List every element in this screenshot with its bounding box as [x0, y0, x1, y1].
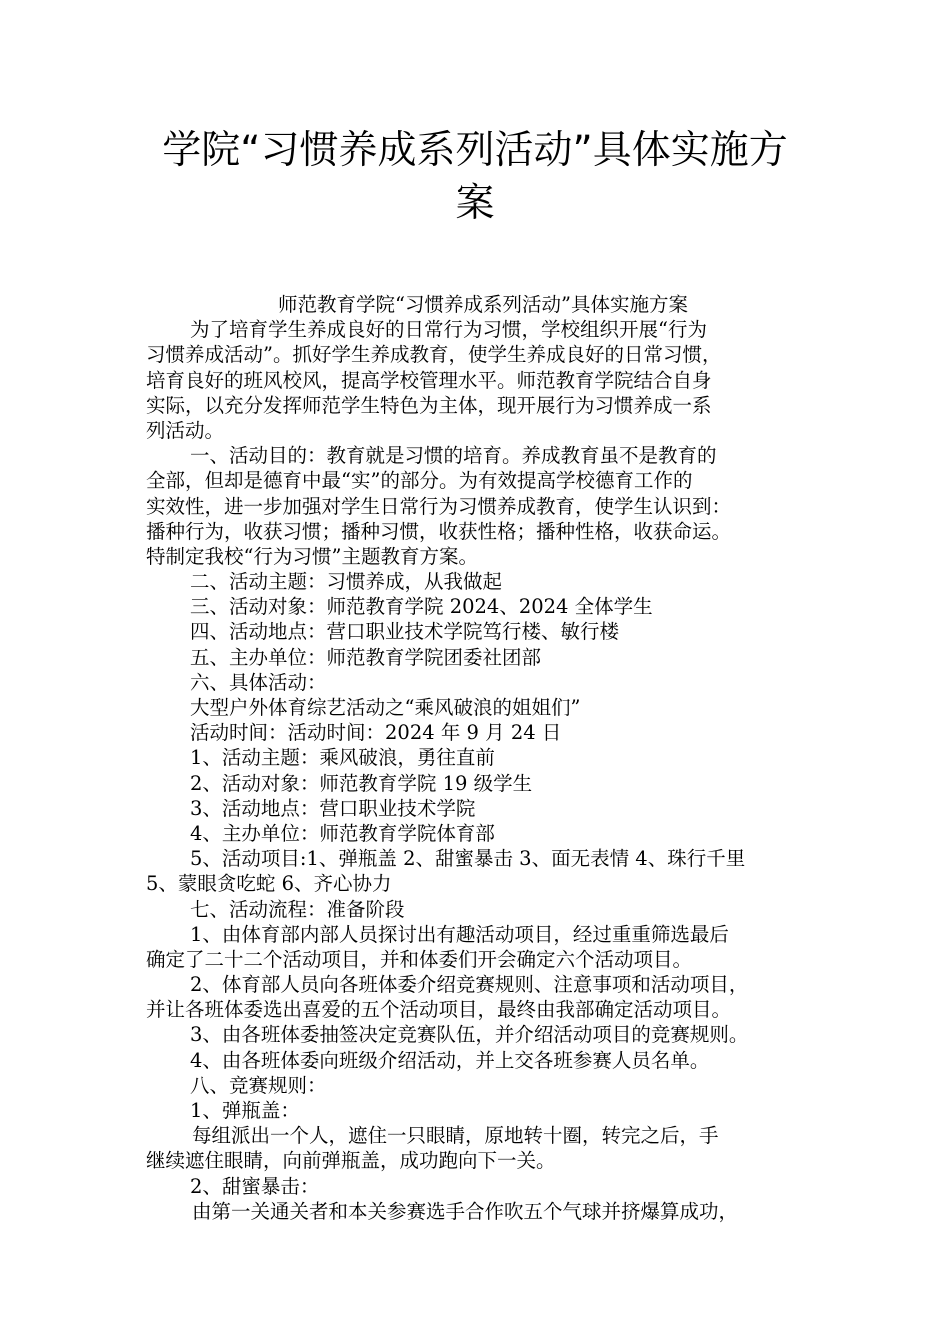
body-line: 六、具体活动：: [190, 670, 327, 694]
body-line: 播种行为，收获习惯；播种习惯，收获性格；播种性格，收获命运。: [146, 519, 732, 543]
body-line: 三、活动对象：师范教育学院 2024、2024 全体学生: [190, 595, 653, 619]
body-line: 由第一关通关者和本关参赛选手合作吹五个气球并挤爆算成功，: [192, 1199, 739, 1223]
body-line: 八、竞赛规则：: [190, 1073, 327, 1097]
body-line: 培育良好的班风校风，提高学校管理水平。师范教育学院结合自身: [146, 368, 712, 392]
body-line: 习惯养成活动”。抓好学生养成教育，使学生养成良好的日常习惯，: [146, 343, 722, 367]
body-line: 3、活动地点：营口职业技术学院: [190, 796, 476, 820]
body-line: 3、由各班体委抽签决定竞赛队伍，并介绍活动项目的竞赛规则。: [190, 1023, 749, 1047]
body-line: 4、主办单位：师范教育学院体育部: [190, 821, 495, 845]
body-line: 1、由体育部内部人员探讨出有趣活动项目，经过重重筛选最后: [190, 922, 729, 946]
body-line: 2、甜蜜暴击：: [190, 1174, 320, 1198]
body-line: 确定了二十二个活动项目，并和体委们开会确定六个活动项目。: [146, 947, 693, 971]
body-line: 列活动。: [146, 418, 225, 442]
body-line: 2、体育部人员向各班体委介绍竞赛规则、注意事项和活动项目，: [190, 973, 749, 997]
body-line: 4、由各班体委向班级介绍活动，并上交各班参赛人员名单。: [190, 1048, 710, 1072]
body-line: 继续遮住眼睛，向前弹瓶盖，成功跑向下一关。: [146, 1149, 556, 1173]
body-line: 为了培育学生养成良好的日常行为习惯，学校组织开展“行为: [190, 318, 707, 342]
body-line: 二、活动主题：习惯养成，从我做起: [190, 570, 503, 594]
body-line: 每组派出一个人，遮住一只眼睛，原地转十圈，转完之后，手: [192, 1124, 719, 1148]
body-line: 2、活动对象：师范教育学院 19 级学生: [190, 771, 533, 795]
body-line: 5、蒙眼贪吃蛇 6、齐心协力: [146, 872, 392, 896]
body-line: 实际，以充分发挥师范学生特色为主体，现开展行为习惯养成一系: [146, 393, 712, 417]
body-line: 大型户外体育综艺活动之“乘风破浪的姐姐们”: [190, 696, 581, 719]
body-line: 活动时间：活动时间：2024 年 9 月 24 日: [190, 721, 562, 745]
body-line: 五、主办单位：师范教育学院团委社团部: [190, 645, 542, 669]
body-line: 特制定我校“行为习惯”主题教育方案。: [146, 544, 478, 568]
document-title-continued: 案: [455, 181, 495, 226]
body-line: 1、弹瓶盖：: [190, 1099, 300, 1122]
body-line: 1、活动主题：乘风破浪，勇往直前: [190, 746, 495, 770]
document-title: 学院“习惯养成系列活动”具体实施方: [162, 128, 788, 173]
body-line: 一、活动目的：教育就是习惯的培育。养成教育虽不是教育的: [190, 444, 717, 468]
body-line: 实效性，进一步加强对学生日常行为习惯养成教育，使学生认识到：: [146, 494, 732, 518]
document-body: [146, 292, 816, 1224]
body-line: 并让各班体委选出喜爱的五个活动项目，最终由我部确定活动项目。: [146, 998, 732, 1022]
body-line: 全部，但却是德育中最“实”的部分。为有效提高学校德育工作的: [146, 469, 693, 493]
body-line: 四、活动地点：营口职业技术学院笃行楼、敏行楼: [190, 620, 620, 644]
body-line: 七、活动流程：准备阶段: [190, 897, 405, 921]
body-line: 5、活动项目:1、弹瓶盖 2、甜蜜暴击 3、面无表情 4、珠行千里: [190, 847, 746, 871]
document-subtitle: 师范教育学院“习惯养成系列活动”具体实施方案: [278, 293, 688, 316]
